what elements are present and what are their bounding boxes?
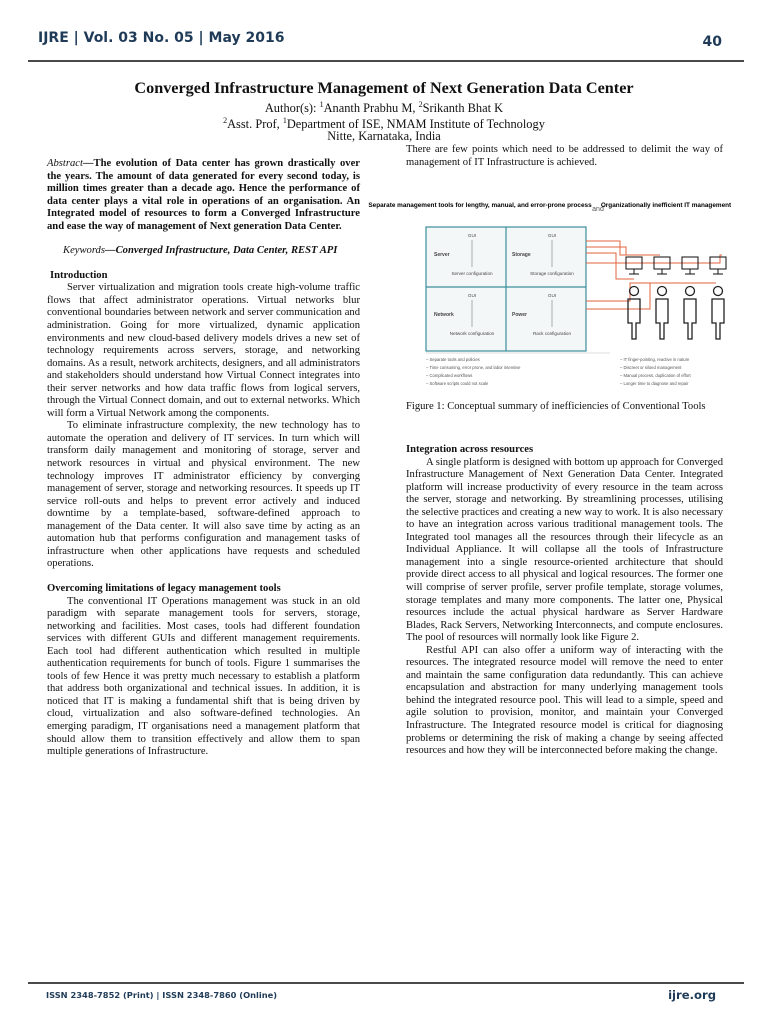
legacy-heading: Overcoming limitations of legacy management tools	[47, 582, 281, 594]
integration-paragraph-1: A single platform is designed with bottom up approach for Converged Infrastructure Management of Next Generation Data Center. Integrated platform will increase productivity of every resource in the team across the server, storage and networking. By streamlining processes, utilising the selective practices and creating a new way to work. It is also necessary to have an integration across various traditional management tools. The Integrated tool manages all the resources through their lifecycle as an Individual Appliance. It will collapse all the tools of Infrastructure management into a single resource-oriented architecture that should provide direct access to all physical and logical resources. The former one will comprise of server profile, server profile template, storage volumes, storage templates and many more components. The latter one, Physical resources include the actual physical hardware as Server Hardware Blades, Rack Servers, Networking Interconnects, and compute enclosures. The pool of resources will normally look like Figure 2.	[406, 456, 723, 644]
intro-paragraph-1: Server virtualization and migration tools create high-volume traffic flows that affect administrator operations. Virtual networks blur conventional boundaries between network and server communication and administration. Going for more virtualized, dynamic application environments and new cloud-based delivery models drives a new set of technology requirements across servers, storage, and networking domains. As a result, network architects, designers, and all administrators and stakeholders should understand how Virtual Connect integrates into their server networks and how data traffic flows from logical servers, through the Virtual Connect domain, and out to external networks. Which will form a Virtual Network among the components.	[47, 282, 360, 419]
keywords	[47, 245, 360, 258]
cell-network-gui: GUI	[467, 293, 477, 298]
page-number: 40	[702, 34, 722, 50]
abstract	[47, 158, 360, 233]
cell-power-name: Power	[512, 312, 528, 318]
author1-mark: 1	[319, 100, 324, 109]
right-intro	[406, 144, 723, 169]
fig-left-bullet: – Complicated workflows	[426, 373, 473, 378]
figure-1-caption: Figure 1: Conceptual summary of inefficiencies of Conventional Tools	[406, 401, 706, 412]
aff-mark1: 1	[282, 116, 287, 125]
aff-department: Department of ISE, NMAM Institute of Technology	[286, 117, 545, 132]
keywords-body: —Converged Infrastructure, Data Center, REST API	[104, 245, 338, 257]
cell-server-label: Server configuration	[451, 271, 493, 276]
left-column	[47, 158, 360, 759]
cell-storage-name: Storage	[512, 252, 531, 258]
fig-right-bullet: – Longer time to diagnose and repair	[620, 381, 689, 386]
aff-mark2: 2	[223, 116, 228, 125]
fig-left-bullet: – Separate tools and policies	[426, 357, 480, 362]
fig-left-title: Separate management tools for lengthy, manual, and error-prone process	[368, 202, 592, 209]
abstract-body: —The evolution of Data center has grown drastically over the years. The amount of data generated for every second today, is million times greater than a decade ago. Hence the performance of data center plays a vital role in operations of an organisation. An Integrated model of resources to form a Converged Infrastructure and ease the way of management of Next generation Data Center.	[47, 158, 360, 232]
cell-power-gui: GUI	[547, 293, 557, 298]
footer-rule	[28, 982, 744, 984]
author2: Srikanth Bhat K	[422, 101, 504, 116]
figure-1-graphic	[368, 183, 738, 395]
fig-people	[628, 287, 724, 340]
cell-network-label: Network configuration	[449, 331, 495, 336]
author1: Ananth Prabhu M,	[323, 101, 419, 116]
location-line: Nitte, Karnataka, India	[327, 129, 441, 143]
fig-monitors	[626, 257, 726, 274]
author2-mark: 2	[418, 100, 423, 109]
intro-heading: Introduction	[50, 269, 108, 281]
fig-right-bullet: – Discreet or siloed management	[620, 365, 682, 370]
footer-issn: ISSN 2348-7852 (Print) | ISSN 2348-7860 (Online)	[46, 990, 278, 1000]
right-column	[406, 444, 723, 758]
cell-network-name: Network	[434, 312, 454, 318]
abstract-label: Abstract	[47, 158, 83, 169]
fig-connectors	[586, 241, 722, 309]
cell-storage-label: Storage configuration	[530, 271, 574, 276]
cell-power-label: Rack configuration	[532, 331, 572, 336]
cell-server-name: Server	[434, 252, 450, 258]
cell-server-gui: GUI	[467, 233, 477, 238]
integration-heading: Integration across resources	[406, 444, 534, 455]
integration-paragraph-2: Restful API can also offer a uniform way of interacting with the resources. The integrated resource model will remove the need to enter and maintain the same configuration data redundantly. This can achieve encapsulation and abstraction for many underlying management tools behind the integrated resource pool. This will lead to a simple, speed and agile solution to provision, monitor, and maintain your Converged Infrastructure. The Integrated resource model is critical for diagnosing problems or determining the risk of making a change by seeing affected resources and how they will be interconnected before making the change.	[406, 644, 723, 757]
header-rule	[28, 60, 744, 62]
authors-prefix: Author(s):	[264, 101, 320, 116]
right-intro-text: There are few points which need to be addressed to delimit the way of management of IT Infrastructure is achieved.	[406, 144, 723, 168]
footer-site: ijre.org	[668, 988, 716, 1002]
cell-storage-gui: GUI	[547, 233, 557, 238]
fig-left-bullet: – Time consuming, error prone, and labor intensive	[426, 365, 521, 370]
fig-and: and	[592, 206, 604, 213]
intro-paragraph-2: To eliminate infrastructure complexity, the new technology has to automate the operation and delivery of IT services. In turn which will transform daily management and monitoring of storage, server and network resources in virtual and physical environment. The new technology improves IT administrator efficiency by converging management of server, storage and networking resources. It speeds up IT service roll-outs and helps to prevent error actively and induced downtime by a template-based, software-defined approach to management of the Data center. It will also save time by acting as an automation hub that performs configuration and management tasks of infrastructure when other applications have requests and scheduled operations.	[47, 420, 360, 570]
paper-title: Converged Infrastructure Management of Next Generation Data Center	[134, 79, 634, 97]
aff-position: Asst. Prof,	[227, 117, 283, 132]
keywords-label: Keywords	[63, 245, 105, 257]
fig-right-bullet: – IT finger-pointing, reactive in nature	[620, 357, 690, 362]
fig-right-bullet: – Manual process, duplication of effort	[620, 373, 691, 378]
journal-header: IJRE | Vol. 03 No. 05 | May 2016	[38, 30, 285, 46]
figure-1	[368, 183, 738, 395]
legacy-paragraph-1: The conventional IT Operations management was stuck in an old paradigm with separate management tools for servers, storage, networking and facilities. Most cases, tools had different foundation services with different GUIs and different management requirements. Each tool had different authentication which resulted in multiple authentication requirements for bunch of tools. Figure 1 summarises the tools of few Hence it was pretty much necessary to establish a platform that address both organizational and technical issues. In addition, it is noticed that IT is making a fundamental shift that is being driven by cloud, virtualization and also software-defined technologies. An emerging paradigm, IT organisations need a management platform that should allow them to transition effectively and allow them to span multiple generations of Infrastructure.	[47, 595, 360, 758]
fig-left-bullet: – Software scripts could not scale	[426, 381, 489, 386]
fig-right-title: Organizationally inefficient IT management	[600, 202, 732, 209]
